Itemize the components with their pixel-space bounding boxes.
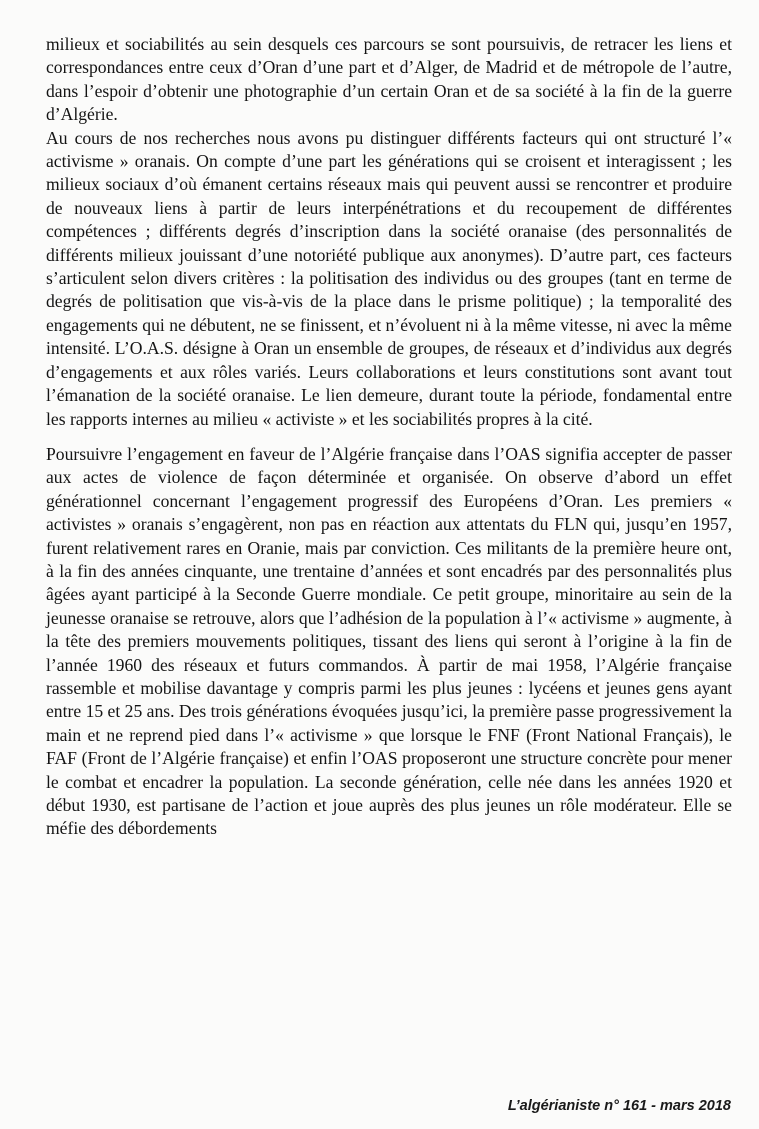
page-body [46, 33, 732, 841]
paragraph-2: Au cours de nos recherches nous avons pu distinguer différents facteurs qui ont structuré l’« activisme » oranais. On compte d’une part les générations qui se croisent et interagissent ; les milieux sociaux d’où émanent certains réseaux mais qui peuvent aussi se rencontrer et produire de nouveaux liens à partir de leurs interpénétrations et du recoupement de différentes compétences ; différents degrés d’inscription dans la société oranaise (des personnalités de différents milieux jouissant d’une notoriété publique aux anonymes). D’autre part, ces facteurs s’articulent selon divers critères : la politisation des individus ou des groupes (tant en terme de degrés de politisation que vis-à-vis de la place dans le prisme politique) ; la temporalité des engagements qui ne débutent, ne se finissent, et n’évoluent ni à la même vitesse, ni avec la même intensité. L’O.A.S. désigne à Oran un ensemble de groupes, de réseaux et d’individus aux degrés d’engagements et aux rôles variés. Leurs collaborations et leurs constitutions sont avant tout l’émanation de la société oranaise. Le lien demeure, durant toute la période, fondamental entre les rapports internes au milieu « activiste » et les sociabilités propres à la cité. [46, 127, 732, 429]
page-footer: L’algérianiste n° 161 - mars 2018 [507, 1098, 731, 1114]
paragraph-1: milieux et sociabilités au sein desquels ces parcours se sont poursuivis, de retracer les liens et correspondances entre ceux d’Oran d’une part et d’Alger, de Madrid et de métropole de l’autre, dans l’espoir d’obtenir une photographie d’un certain Oran et de sa société à la fin de la guerre d’Algérie. [46, 34, 732, 125]
paragraph-3: Poursuivre l’engagement en faveur de l’Algérie française dans l’OAS signifia accepter de passer aux actes de violence de façon déterminée et organisée. On observe d’abord un effet générationnel concernant l’engagement progressif des Européens d’Oran. Les premiers « activistes » oranais s’engagèrent, non pas en réaction aux attentats du FLN qui, jusqu’en 1957, furent relativement rares en Oranie, mais par conviction. Ces militants de la première heure ont, à la fin des années cinquante, une trentaine d’années et sont encadrés par des personnalités plus âgées ayant participé à la Seconde Guerre mondiale. Ce petit groupe, minoritaire au sein de la jeunesse oranaise se retrouve, alors que l’adhésion de la population à l’« activisme » augmente, à la tête des premiers mouvements politiques, tissant des liens qui seront à l’origine à la fin de l’année 1960 des réseaux et futurs commandos. À partir de mai 1958, l’Algérie française rassemble et mobilise davantage y compris parmi les plus jeunes : lycéens et jeunes gens ayant entre 15 et 25 ans. Des trois générations évoquées jusqu’ici, la première passe progressivement la main et ne reprend pied dans l’« activisme » que lorsque le FNF (Front National Français), le FAF (Front de l’Algérie française) et enfin l’OAS proposeront une structure concrète pour mener le combat et encadrer la population. La seconde génération, celle née dans les années 1920 et début 1930, est partisane de l’action et joue auprès des plus jeunes un rôle modérateur. Elle se méfie des débordements [46, 443, 732, 839]
